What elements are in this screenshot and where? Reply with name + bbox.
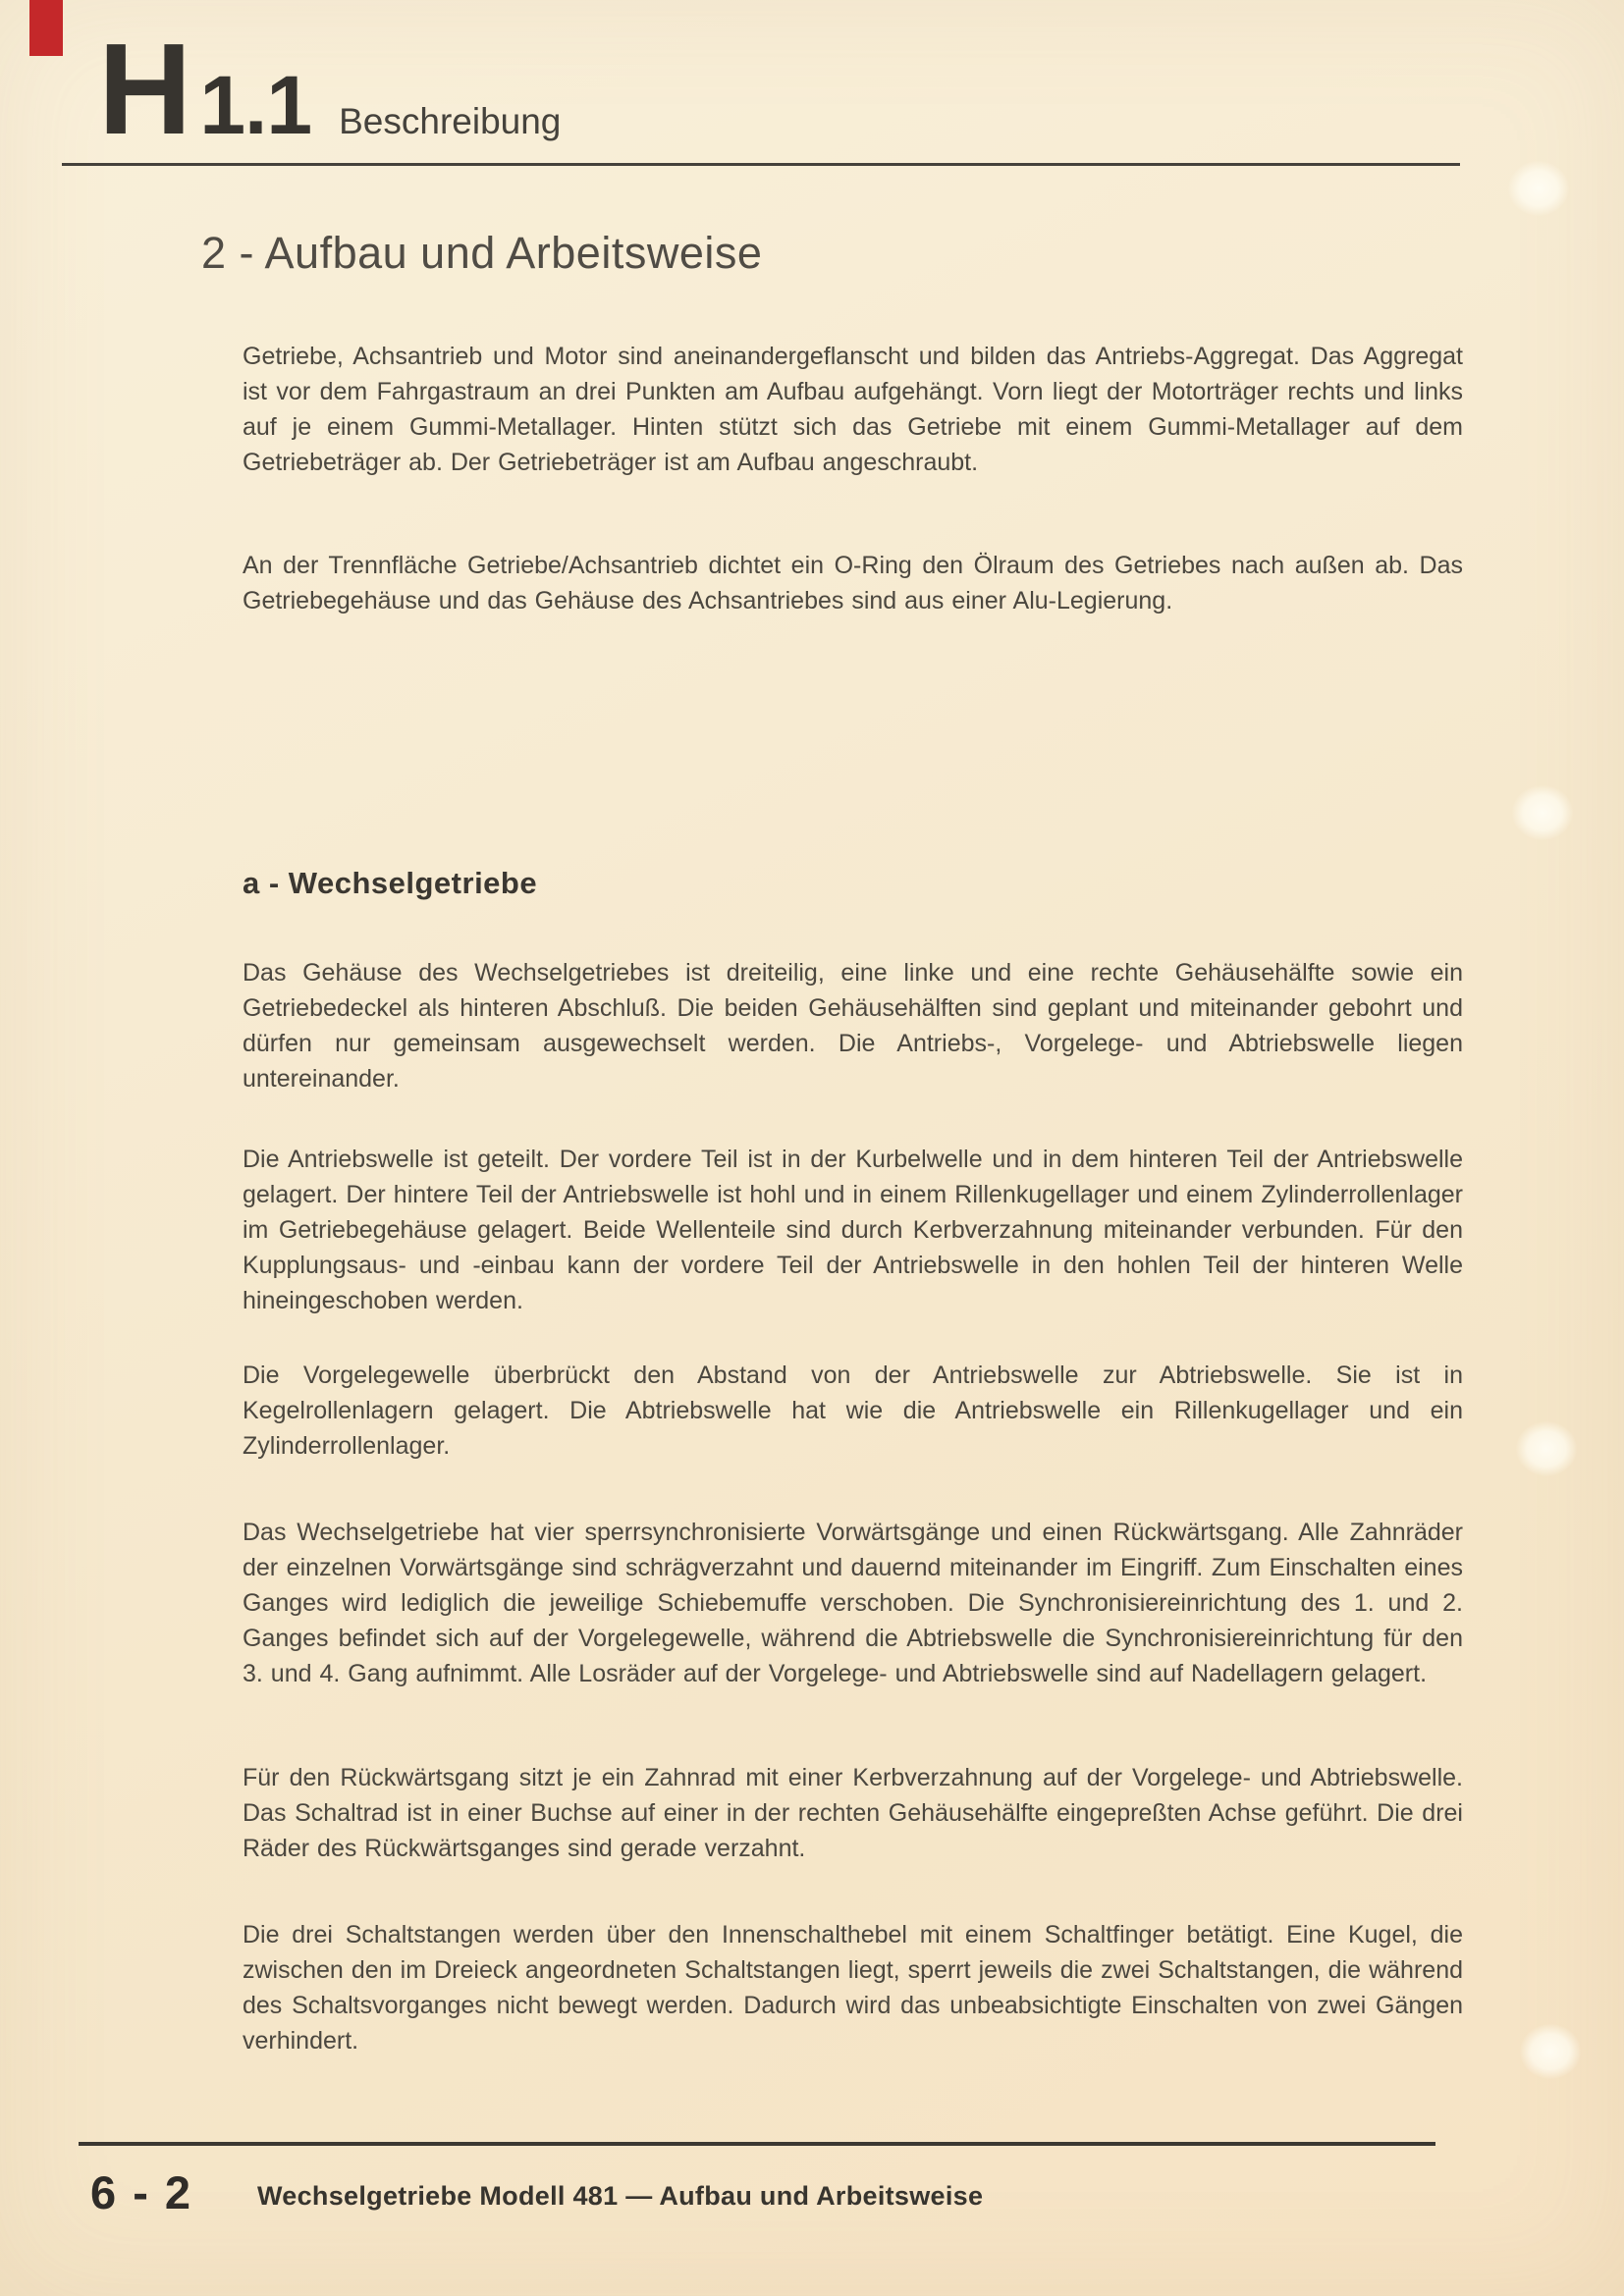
paragraph-intro-2: An der Trennfläche Getriebe/Achsantrieb dichtet ein O-Ring den Ölraum des Getriebes nach außen ab. Das Getriebegehäuse und das Gehäuse des Achsantriebes sind aus einer Alu-Legierung. bbox=[243, 552, 1463, 614]
paragraph-section-1: Das Gehäuse des Wechselgetriebes ist dreiteilig, eine linke und eine rechte Gehäusehälfte sowie ein Getriebedeckel als hinteren Abschluß. Die beiden Gehäusehälften sind geplant und miteinander gebohrt und dürfen nur gemeinsam ausgewechselt werden. Die Antriebs-, Vorgelege- und Abtriebswelle liegen untereinander. bbox=[243, 959, 1463, 1093]
punch-hole bbox=[1516, 1421, 1577, 1476]
header-rule bbox=[62, 163, 1460, 166]
chapter-header bbox=[98, 18, 561, 160]
paragraph-section-5: Für den Rückwärtsgang sitzt je ein Zahnrad mit einer Kerbverzahnung auf der Vorgelege- und Abtriebswelle. Das Schaltrad ist in einer Buchse auf einer in der rechten Gehäusehälfte eingepreßten Achse geführt. Die drei Räder des Rückwärtsganges sind gerade verzahnt. bbox=[243, 1764, 1463, 1862]
red-index-tab bbox=[29, 0, 63, 56]
paragraph-section-3: Die Vorgelegewelle überbrückt den Abstand von der Antriebswelle zur Abtriebswelle. Sie ist in Kegelrollenlagern gelagert. Die Abtriebswelle hat wie die Antriebswelle ein Rillenkugellager und ein Zylinderrollenlager. bbox=[243, 1362, 1463, 1460]
footer-rule bbox=[79, 2142, 1435, 2146]
paragraph-section-6: Die drei Schaltstangen werden über den Innenschalthebel mit einem Schaltfinger betätigt. Eine Kugel, die zwischen den im Dreieck angeordneten Schaltstangen liegt, sperrt jeweils die zwei Schaltstangen, die während des Schaltsvorganges nicht bewegt werden. Dadurch wird das unbeabsichtigte Einschalten von zwei Gängen verhindert. bbox=[243, 1921, 1463, 2055]
punch-hole bbox=[1520, 2024, 1581, 2079]
paragraph-section-2: Die Antriebswelle ist geteilt. Der vordere Teil ist in der Kurbelwelle und in dem hinteren Teil der Antriebswelle gelagert. Der hintere Teil der Antriebswelle ist hohl und in einem Rillenkugellager und einem Zylinderrollenlager im Getriebegehäuse gelagert. Beide Wellenteile sind durch Kerbverzahnung miteinander verbunden. Für den Kupplungsaus- und -einbau kann der vordere Teil der Antriebswelle in den hohlen Teil der hinteren Welle hineingeschoben werden. bbox=[243, 1146, 1463, 1314]
punch-hole bbox=[1512, 785, 1573, 840]
footer-caption: Wechselgetriebe Modell 481 — Aufbau und Arbeitsweise bbox=[257, 2181, 984, 2211]
chapter-subtitle: Beschreibung bbox=[339, 101, 562, 141]
page-title: 2 - Aufbau und Arbeitsweise bbox=[201, 228, 763, 278]
section-heading: a - Wechselgetriebe bbox=[243, 866, 538, 900]
paragraph-intro-1: Getriebe, Achsantrieb und Motor sind aneinandergeflanscht und bilden das Antriebs-Aggregat. Das Aggregat ist vor dem Fahrgastraum an drei Punkten am Aufbau aufgehängt. Vorn liegt der Motorträger rechts und links auf je einem Gummi-Metallager. Hinten stützt sich das Getriebe mit einem Gummi-Metallager auf dem Getriebeträger ab. Der Getriebeträger ist am Aufbau angeschraubt. bbox=[243, 343, 1463, 476]
paragraph-section-4: Das Wechselgetriebe hat vier sperrsynchronisierte Vorwärtsgänge und einen Rückwärtsgang. Alle Zahnräder der einzelnen Vorwärtsgänge sind schrägverzahnt und dauernd miteinander im Eingriff. Zum Einschalten eines Ganges wird lediglich die jeweilige Schiebemuffe verschoben. Die Synchronisiereinrichtung des 1. und 2. Ganges befindet sich auf der Vorgelegewelle, während die Abtriebswelle die Synchronisiereinrichtung für den 3. und 4. Gang aufnimmt. Alle Losräder auf der Vorgelege- und Abtriebswelle sind auf Nadellagern gelagert. bbox=[243, 1519, 1463, 1687]
punch-hole bbox=[1508, 161, 1569, 216]
chapter-number: 1.1 bbox=[199, 59, 312, 151]
chapter-letter: H bbox=[98, 17, 190, 161]
footer-page-number: 6 - 2 bbox=[90, 2166, 193, 2218]
